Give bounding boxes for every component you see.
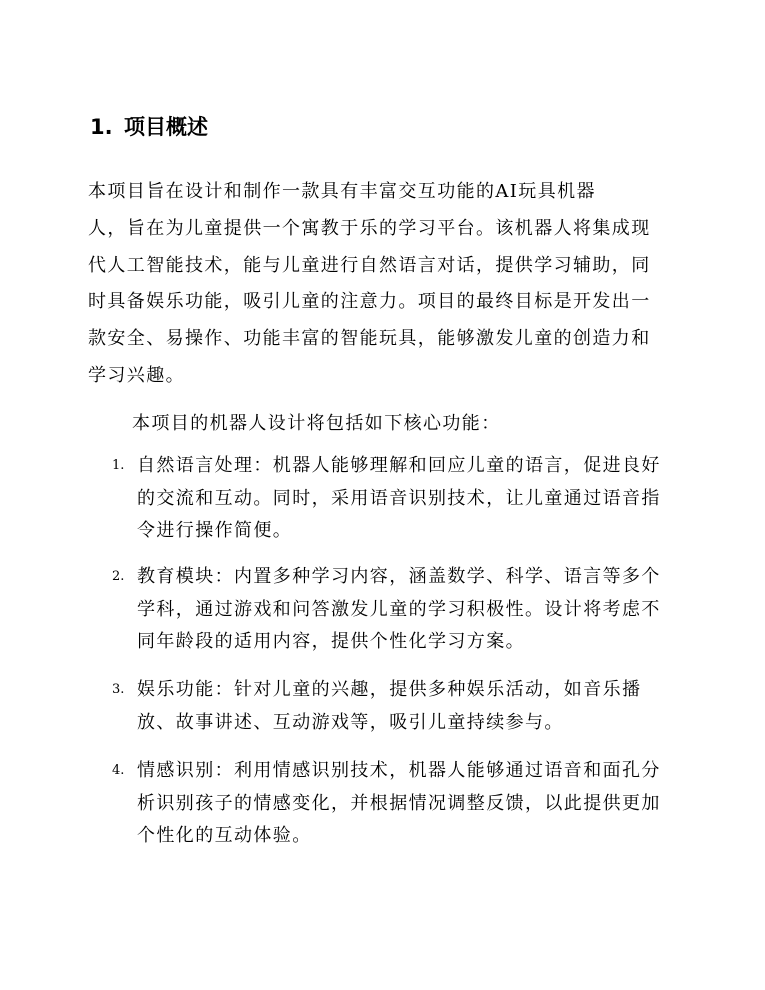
feature-text	[137, 674, 682, 739]
feature-text	[137, 450, 682, 548]
intro-line: 款安全、易操作、功能丰富的智能玩具，能够激发儿童的创造力和	[88, 328, 651, 350]
section-title: 项目概述	[124, 115, 208, 139]
list-marker: 4.	[112, 763, 125, 778]
feature-line: 学科，通过游戏和问答激发儿童的学习积极性。设计将考虑不	[137, 598, 661, 620]
feature-line: 析识别孩子的情感变化，并根据情况调整反馈，以此提供更加	[137, 792, 661, 814]
feature-text	[137, 755, 682, 853]
features-intro: 本项目的机器人设计将包括如下核心功能：	[132, 413, 501, 434]
feature-line: 的交流和互动。同时，采用语音识别技术，让儿童通过语音指	[137, 487, 661, 509]
section-number: 1.	[90, 115, 113, 139]
list-marker: 2.	[112, 569, 125, 584]
feature-line: 娱乐功能：针对儿童的兴趣，提供多种娱乐活动，如音乐播	[137, 679, 642, 700]
feature-text	[137, 561, 682, 659]
feature-line: 个性化的互动体验。	[137, 825, 312, 847]
feature-line: 教育模块：内置多种学习内容，涵盖数学、科学、语言等多个	[137, 566, 661, 587]
feature-line: 情感识别：利用情感识别技术，机器人能够通过语音和面孔分	[137, 760, 661, 781]
intro-line: 学习兴趣。	[88, 364, 185, 386]
list-marker: 1.	[112, 458, 125, 473]
intro-line: 时具备娱乐功能，吸引儿童的注意力。项目的最终目标是开发出一	[88, 291, 651, 313]
feature-line: 自然语言处理：机器人能够理解和回应儿童的语言，促进良好	[137, 455, 661, 476]
intro-line: 本项目旨在设计和制作一款具有丰富交互功能的AI玩具机器	[88, 181, 596, 202]
list-marker: 3.	[112, 682, 125, 697]
section-heading	[90, 112, 208, 142]
intro-line: 人，旨在为儿童提供一个寓教于乐的学习平台。该机器人将集成现	[88, 217, 651, 239]
intro-paragraph	[88, 174, 678, 395]
feature-line: 同年龄段的适用内容，提供个性化学习方案。	[137, 631, 525, 653]
feature-line: 令进行操作简便。	[137, 520, 293, 542]
feature-line: 放、故事讲述、互动游戏等，吸引儿童持续参与。	[137, 711, 564, 733]
intro-line: 代人工智能技术，能与儿童进行自然语言对话，提供学习辅助，同	[88, 254, 651, 276]
